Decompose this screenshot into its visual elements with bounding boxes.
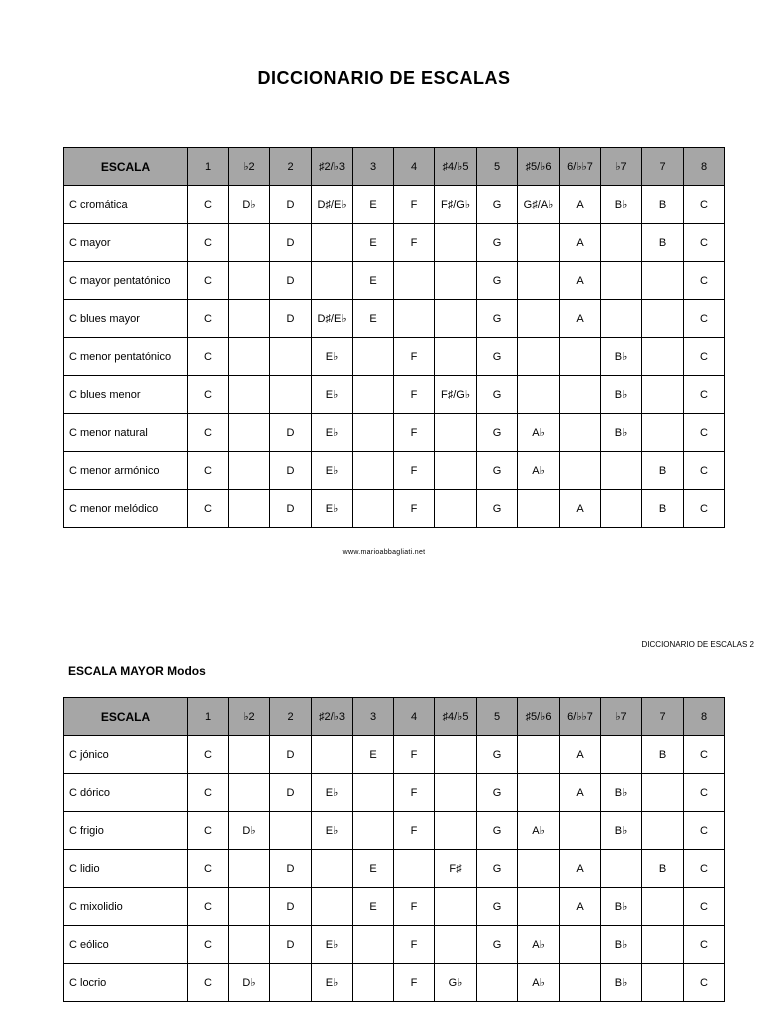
note-cell: E bbox=[353, 736, 394, 774]
section-title: ESCALA MAYOR Modos bbox=[68, 664, 206, 678]
note-cell: B♭ bbox=[601, 888, 642, 926]
note-cell bbox=[560, 812, 601, 850]
note-cell: C bbox=[188, 850, 229, 888]
note-cell: A♭ bbox=[518, 414, 560, 452]
note-cell bbox=[312, 736, 353, 774]
note-cell: D bbox=[270, 736, 312, 774]
note-cell: B♭ bbox=[601, 414, 642, 452]
note-cell bbox=[435, 338, 477, 376]
note-cell bbox=[435, 774, 477, 812]
note-cell bbox=[518, 774, 560, 812]
note-cell: D bbox=[270, 414, 312, 452]
column-header: ♯5/♭6 bbox=[518, 698, 560, 736]
note-cell: C bbox=[188, 224, 229, 262]
note-cell bbox=[229, 376, 270, 414]
note-cell: D♯/E♭ bbox=[312, 300, 353, 338]
note-cell: A bbox=[560, 300, 601, 338]
note-cell: B bbox=[642, 224, 684, 262]
note-cell: C bbox=[188, 262, 229, 300]
note-cell: D bbox=[270, 300, 312, 338]
table-row bbox=[64, 774, 725, 812]
note-cell bbox=[601, 224, 642, 262]
note-cell: C bbox=[188, 186, 229, 224]
note-cell: G bbox=[477, 490, 518, 528]
note-cell bbox=[229, 338, 270, 376]
column-header: 3 bbox=[353, 698, 394, 736]
table-body bbox=[64, 736, 725, 1002]
note-cell: C bbox=[188, 736, 229, 774]
note-cell bbox=[560, 338, 601, 376]
column-header: 4 bbox=[394, 698, 435, 736]
note-cell: A♭ bbox=[518, 964, 560, 1002]
column-header: ♭2 bbox=[229, 698, 270, 736]
note-cell: C bbox=[684, 888, 725, 926]
note-cell bbox=[229, 224, 270, 262]
note-cell: E♭ bbox=[312, 490, 353, 528]
note-cell: D bbox=[270, 452, 312, 490]
column-header: 5 bbox=[477, 698, 518, 736]
note-cell: F bbox=[394, 888, 435, 926]
note-cell bbox=[642, 774, 684, 812]
note-cell: E bbox=[353, 300, 394, 338]
note-cell: F bbox=[394, 452, 435, 490]
note-cell: C bbox=[188, 926, 229, 964]
note-cell: G bbox=[477, 414, 518, 452]
column-header: ♯2/♭3 bbox=[312, 698, 353, 736]
column-header: 1 bbox=[188, 698, 229, 736]
scale-name: C blues menor bbox=[64, 376, 188, 414]
column-header: 6/♭♭7 bbox=[560, 148, 601, 186]
note-cell: G bbox=[477, 850, 518, 888]
column-header-escala: ESCALA bbox=[64, 148, 188, 186]
note-cell: F bbox=[394, 926, 435, 964]
note-cell bbox=[229, 888, 270, 926]
table-row bbox=[64, 964, 725, 1002]
column-header: ♯4/♭5 bbox=[435, 698, 477, 736]
note-cell bbox=[229, 300, 270, 338]
note-cell: B♭ bbox=[601, 376, 642, 414]
note-cell bbox=[270, 376, 312, 414]
note-cell: A bbox=[560, 888, 601, 926]
note-cell bbox=[229, 414, 270, 452]
note-cell bbox=[435, 736, 477, 774]
note-cell: D bbox=[270, 224, 312, 262]
note-cell: F bbox=[394, 964, 435, 1002]
column-header: 2 bbox=[270, 698, 312, 736]
note-cell: C bbox=[684, 338, 725, 376]
scale-name: C menor pentatónico bbox=[64, 338, 188, 376]
note-cell: B♭ bbox=[601, 338, 642, 376]
note-cell bbox=[229, 774, 270, 812]
note-cell: G bbox=[477, 926, 518, 964]
note-cell: D bbox=[270, 850, 312, 888]
table-row bbox=[64, 376, 725, 414]
note-cell bbox=[560, 414, 601, 452]
note-cell: E♭ bbox=[312, 812, 353, 850]
note-cell: C bbox=[684, 262, 725, 300]
note-cell bbox=[642, 338, 684, 376]
note-cell bbox=[560, 964, 601, 1002]
table-row bbox=[64, 736, 725, 774]
note-cell bbox=[435, 414, 477, 452]
note-cell bbox=[601, 736, 642, 774]
note-cell bbox=[642, 926, 684, 964]
note-cell bbox=[477, 964, 518, 1002]
note-cell bbox=[601, 850, 642, 888]
note-cell: B bbox=[642, 186, 684, 224]
note-cell bbox=[642, 812, 684, 850]
note-cell: E bbox=[353, 186, 394, 224]
note-cell: C bbox=[684, 850, 725, 888]
scale-name: C mayor bbox=[64, 224, 188, 262]
note-cell: G bbox=[477, 452, 518, 490]
note-cell: C bbox=[684, 812, 725, 850]
table-row bbox=[64, 338, 725, 376]
scales-table bbox=[63, 147, 725, 528]
note-cell: C bbox=[684, 926, 725, 964]
note-cell: C bbox=[684, 376, 725, 414]
note-cell: G bbox=[477, 338, 518, 376]
note-cell bbox=[353, 452, 394, 490]
note-cell bbox=[353, 926, 394, 964]
note-cell bbox=[518, 300, 560, 338]
note-cell: C bbox=[188, 774, 229, 812]
column-header: 6/♭♭7 bbox=[560, 698, 601, 736]
scale-name: C mixolidio bbox=[64, 888, 188, 926]
note-cell: F bbox=[394, 338, 435, 376]
header-row bbox=[64, 698, 725, 736]
note-cell: E♭ bbox=[312, 926, 353, 964]
note-cell bbox=[560, 452, 601, 490]
note-cell: A♭ bbox=[518, 926, 560, 964]
note-cell: C bbox=[188, 812, 229, 850]
note-cell: E bbox=[353, 850, 394, 888]
note-cell: C bbox=[188, 414, 229, 452]
note-cell: D bbox=[270, 888, 312, 926]
note-cell bbox=[518, 376, 560, 414]
note-cell: C bbox=[188, 888, 229, 926]
note-cell: C bbox=[684, 186, 725, 224]
note-cell bbox=[435, 262, 477, 300]
column-header: ♯5/♭6 bbox=[518, 148, 560, 186]
note-cell bbox=[229, 736, 270, 774]
table-row bbox=[64, 812, 725, 850]
note-cell: A♭ bbox=[518, 452, 560, 490]
note-cell bbox=[518, 338, 560, 376]
note-cell bbox=[642, 376, 684, 414]
note-cell: E♭ bbox=[312, 452, 353, 490]
note-cell: B bbox=[642, 490, 684, 528]
note-cell bbox=[518, 888, 560, 926]
column-header: ♯4/♭5 bbox=[435, 148, 477, 186]
scale-name: C eólico bbox=[64, 926, 188, 964]
note-cell: C bbox=[684, 964, 725, 1002]
note-cell: F bbox=[394, 376, 435, 414]
note-cell: B♭ bbox=[601, 186, 642, 224]
note-cell bbox=[435, 490, 477, 528]
note-cell bbox=[312, 850, 353, 888]
scale-name: C cromática bbox=[64, 186, 188, 224]
note-cell: F bbox=[394, 186, 435, 224]
note-cell: C bbox=[684, 736, 725, 774]
scale-name: C mayor pentatónico bbox=[64, 262, 188, 300]
note-cell bbox=[435, 300, 477, 338]
note-cell: B♭ bbox=[601, 812, 642, 850]
column-header: 2 bbox=[270, 148, 312, 186]
page-header: DICCIONARIO DE ESCALAS 2 bbox=[641, 640, 754, 649]
scale-name: C menor melódico bbox=[64, 490, 188, 528]
scale-name: C locrio bbox=[64, 964, 188, 1002]
note-cell bbox=[518, 262, 560, 300]
table-row bbox=[64, 490, 725, 528]
note-cell: B♭ bbox=[601, 964, 642, 1002]
note-cell bbox=[353, 414, 394, 452]
note-cell: D bbox=[270, 926, 312, 964]
note-cell: D bbox=[270, 774, 312, 812]
table-body bbox=[64, 186, 725, 528]
note-cell: G bbox=[477, 774, 518, 812]
table-row bbox=[64, 414, 725, 452]
note-cell: C bbox=[684, 490, 725, 528]
note-cell: D♭ bbox=[229, 964, 270, 1002]
note-cell bbox=[312, 888, 353, 926]
note-cell bbox=[312, 224, 353, 262]
table-row bbox=[64, 926, 725, 964]
note-cell: B bbox=[642, 850, 684, 888]
note-cell: F bbox=[394, 414, 435, 452]
note-cell: G bbox=[477, 262, 518, 300]
note-cell: F bbox=[394, 224, 435, 262]
note-cell: G bbox=[477, 224, 518, 262]
note-cell bbox=[601, 452, 642, 490]
column-header: 3 bbox=[353, 148, 394, 186]
note-cell: F♯/G♭ bbox=[435, 376, 477, 414]
note-cell bbox=[601, 490, 642, 528]
note-cell bbox=[353, 338, 394, 376]
note-cell bbox=[394, 300, 435, 338]
column-header-escala: ESCALA bbox=[64, 698, 188, 736]
column-header: 1 bbox=[188, 148, 229, 186]
note-cell: D♭ bbox=[229, 812, 270, 850]
note-cell: E bbox=[353, 262, 394, 300]
note-cell: A bbox=[560, 850, 601, 888]
scale-name: C menor armónico bbox=[64, 452, 188, 490]
note-cell: B bbox=[642, 736, 684, 774]
note-cell bbox=[394, 850, 435, 888]
note-cell bbox=[601, 300, 642, 338]
column-header: 8 bbox=[684, 148, 725, 186]
column-header: 8 bbox=[684, 698, 725, 736]
scale-name: C menor natural bbox=[64, 414, 188, 452]
note-cell bbox=[518, 736, 560, 774]
note-cell bbox=[270, 964, 312, 1002]
note-cell: D bbox=[270, 186, 312, 224]
note-cell bbox=[312, 262, 353, 300]
note-cell: A bbox=[560, 186, 601, 224]
note-cell bbox=[270, 338, 312, 376]
note-cell: C bbox=[188, 300, 229, 338]
note-cell bbox=[229, 850, 270, 888]
note-cell: E bbox=[353, 224, 394, 262]
note-cell: G bbox=[477, 186, 518, 224]
note-cell bbox=[353, 812, 394, 850]
note-cell: F bbox=[394, 774, 435, 812]
note-cell: D♭ bbox=[229, 186, 270, 224]
note-cell bbox=[353, 964, 394, 1002]
note-cell bbox=[435, 224, 477, 262]
note-cell bbox=[642, 300, 684, 338]
note-cell: F bbox=[394, 812, 435, 850]
column-header: ♭2 bbox=[229, 148, 270, 186]
note-cell: B bbox=[642, 452, 684, 490]
page-title: DICCIONARIO DE ESCALAS bbox=[257, 68, 511, 88]
note-cell bbox=[518, 224, 560, 262]
note-cell: G bbox=[477, 300, 518, 338]
note-cell bbox=[353, 774, 394, 812]
note-cell bbox=[518, 850, 560, 888]
note-cell: D bbox=[270, 262, 312, 300]
note-cell bbox=[435, 888, 477, 926]
note-cell: G bbox=[477, 888, 518, 926]
table-row bbox=[64, 300, 725, 338]
note-cell: C bbox=[188, 376, 229, 414]
note-cell bbox=[229, 262, 270, 300]
note-cell bbox=[435, 926, 477, 964]
table-row bbox=[64, 452, 725, 490]
note-cell: B♭ bbox=[601, 926, 642, 964]
scale-name: C jónico bbox=[64, 736, 188, 774]
note-cell: A bbox=[560, 490, 601, 528]
website-url: www.marioabbagliati.net bbox=[342, 549, 426, 556]
note-cell: G♭ bbox=[435, 964, 477, 1002]
note-cell bbox=[394, 262, 435, 300]
table-row bbox=[64, 850, 725, 888]
note-cell bbox=[518, 490, 560, 528]
note-cell bbox=[229, 490, 270, 528]
note-cell: C bbox=[684, 224, 725, 262]
note-cell: C bbox=[188, 452, 229, 490]
note-cell: G bbox=[477, 812, 518, 850]
scale-name: C dórico bbox=[64, 774, 188, 812]
table-row bbox=[64, 186, 725, 224]
column-header: 7 bbox=[642, 148, 684, 186]
note-cell bbox=[435, 452, 477, 490]
note-cell: G♯/A♭ bbox=[518, 186, 560, 224]
note-cell bbox=[642, 964, 684, 1002]
note-cell: F bbox=[394, 736, 435, 774]
column-header: 5 bbox=[477, 148, 518, 186]
note-cell: A bbox=[560, 774, 601, 812]
note-cell: A bbox=[560, 224, 601, 262]
note-cell: F♯/G♭ bbox=[435, 186, 477, 224]
note-cell bbox=[560, 926, 601, 964]
note-cell: F bbox=[394, 490, 435, 528]
note-cell: E♭ bbox=[312, 376, 353, 414]
note-cell bbox=[642, 414, 684, 452]
table-row bbox=[64, 224, 725, 262]
note-cell: C bbox=[684, 774, 725, 812]
note-cell: C bbox=[684, 414, 725, 452]
note-cell: B♭ bbox=[601, 774, 642, 812]
note-cell: A♭ bbox=[518, 812, 560, 850]
column-header: 7 bbox=[642, 698, 684, 736]
scale-name: C blues mayor bbox=[64, 300, 188, 338]
note-cell: E♭ bbox=[312, 774, 353, 812]
note-cell: A bbox=[560, 262, 601, 300]
column-header: ♭7 bbox=[601, 698, 642, 736]
note-cell: F♯ bbox=[435, 850, 477, 888]
note-cell: G bbox=[477, 736, 518, 774]
column-header: ♯2/♭3 bbox=[312, 148, 353, 186]
note-cell: G bbox=[477, 376, 518, 414]
note-cell: C bbox=[684, 452, 725, 490]
note-cell: C bbox=[188, 964, 229, 1002]
column-header: ♭7 bbox=[601, 148, 642, 186]
table-row bbox=[64, 888, 725, 926]
note-cell: C bbox=[188, 338, 229, 376]
note-cell bbox=[229, 926, 270, 964]
note-cell: E♭ bbox=[312, 338, 353, 376]
column-header: 4 bbox=[394, 148, 435, 186]
note-cell: C bbox=[188, 490, 229, 528]
note-cell bbox=[601, 262, 642, 300]
note-cell bbox=[642, 888, 684, 926]
note-cell: C bbox=[684, 300, 725, 338]
header-row bbox=[64, 148, 725, 186]
note-cell bbox=[435, 812, 477, 850]
note-cell: E bbox=[353, 888, 394, 926]
table-row bbox=[64, 262, 725, 300]
note-cell: E♭ bbox=[312, 964, 353, 1002]
modes-table bbox=[63, 697, 725, 1002]
note-cell bbox=[270, 812, 312, 850]
note-cell: A bbox=[560, 736, 601, 774]
scale-name: C frigio bbox=[64, 812, 188, 850]
note-cell: E♭ bbox=[312, 414, 353, 452]
scale-name: C lidio bbox=[64, 850, 188, 888]
note-cell bbox=[353, 376, 394, 414]
note-cell bbox=[353, 490, 394, 528]
note-cell bbox=[642, 262, 684, 300]
note-cell: D bbox=[270, 490, 312, 528]
note-cell: D♯/E♭ bbox=[312, 186, 353, 224]
note-cell bbox=[560, 376, 601, 414]
note-cell bbox=[229, 452, 270, 490]
